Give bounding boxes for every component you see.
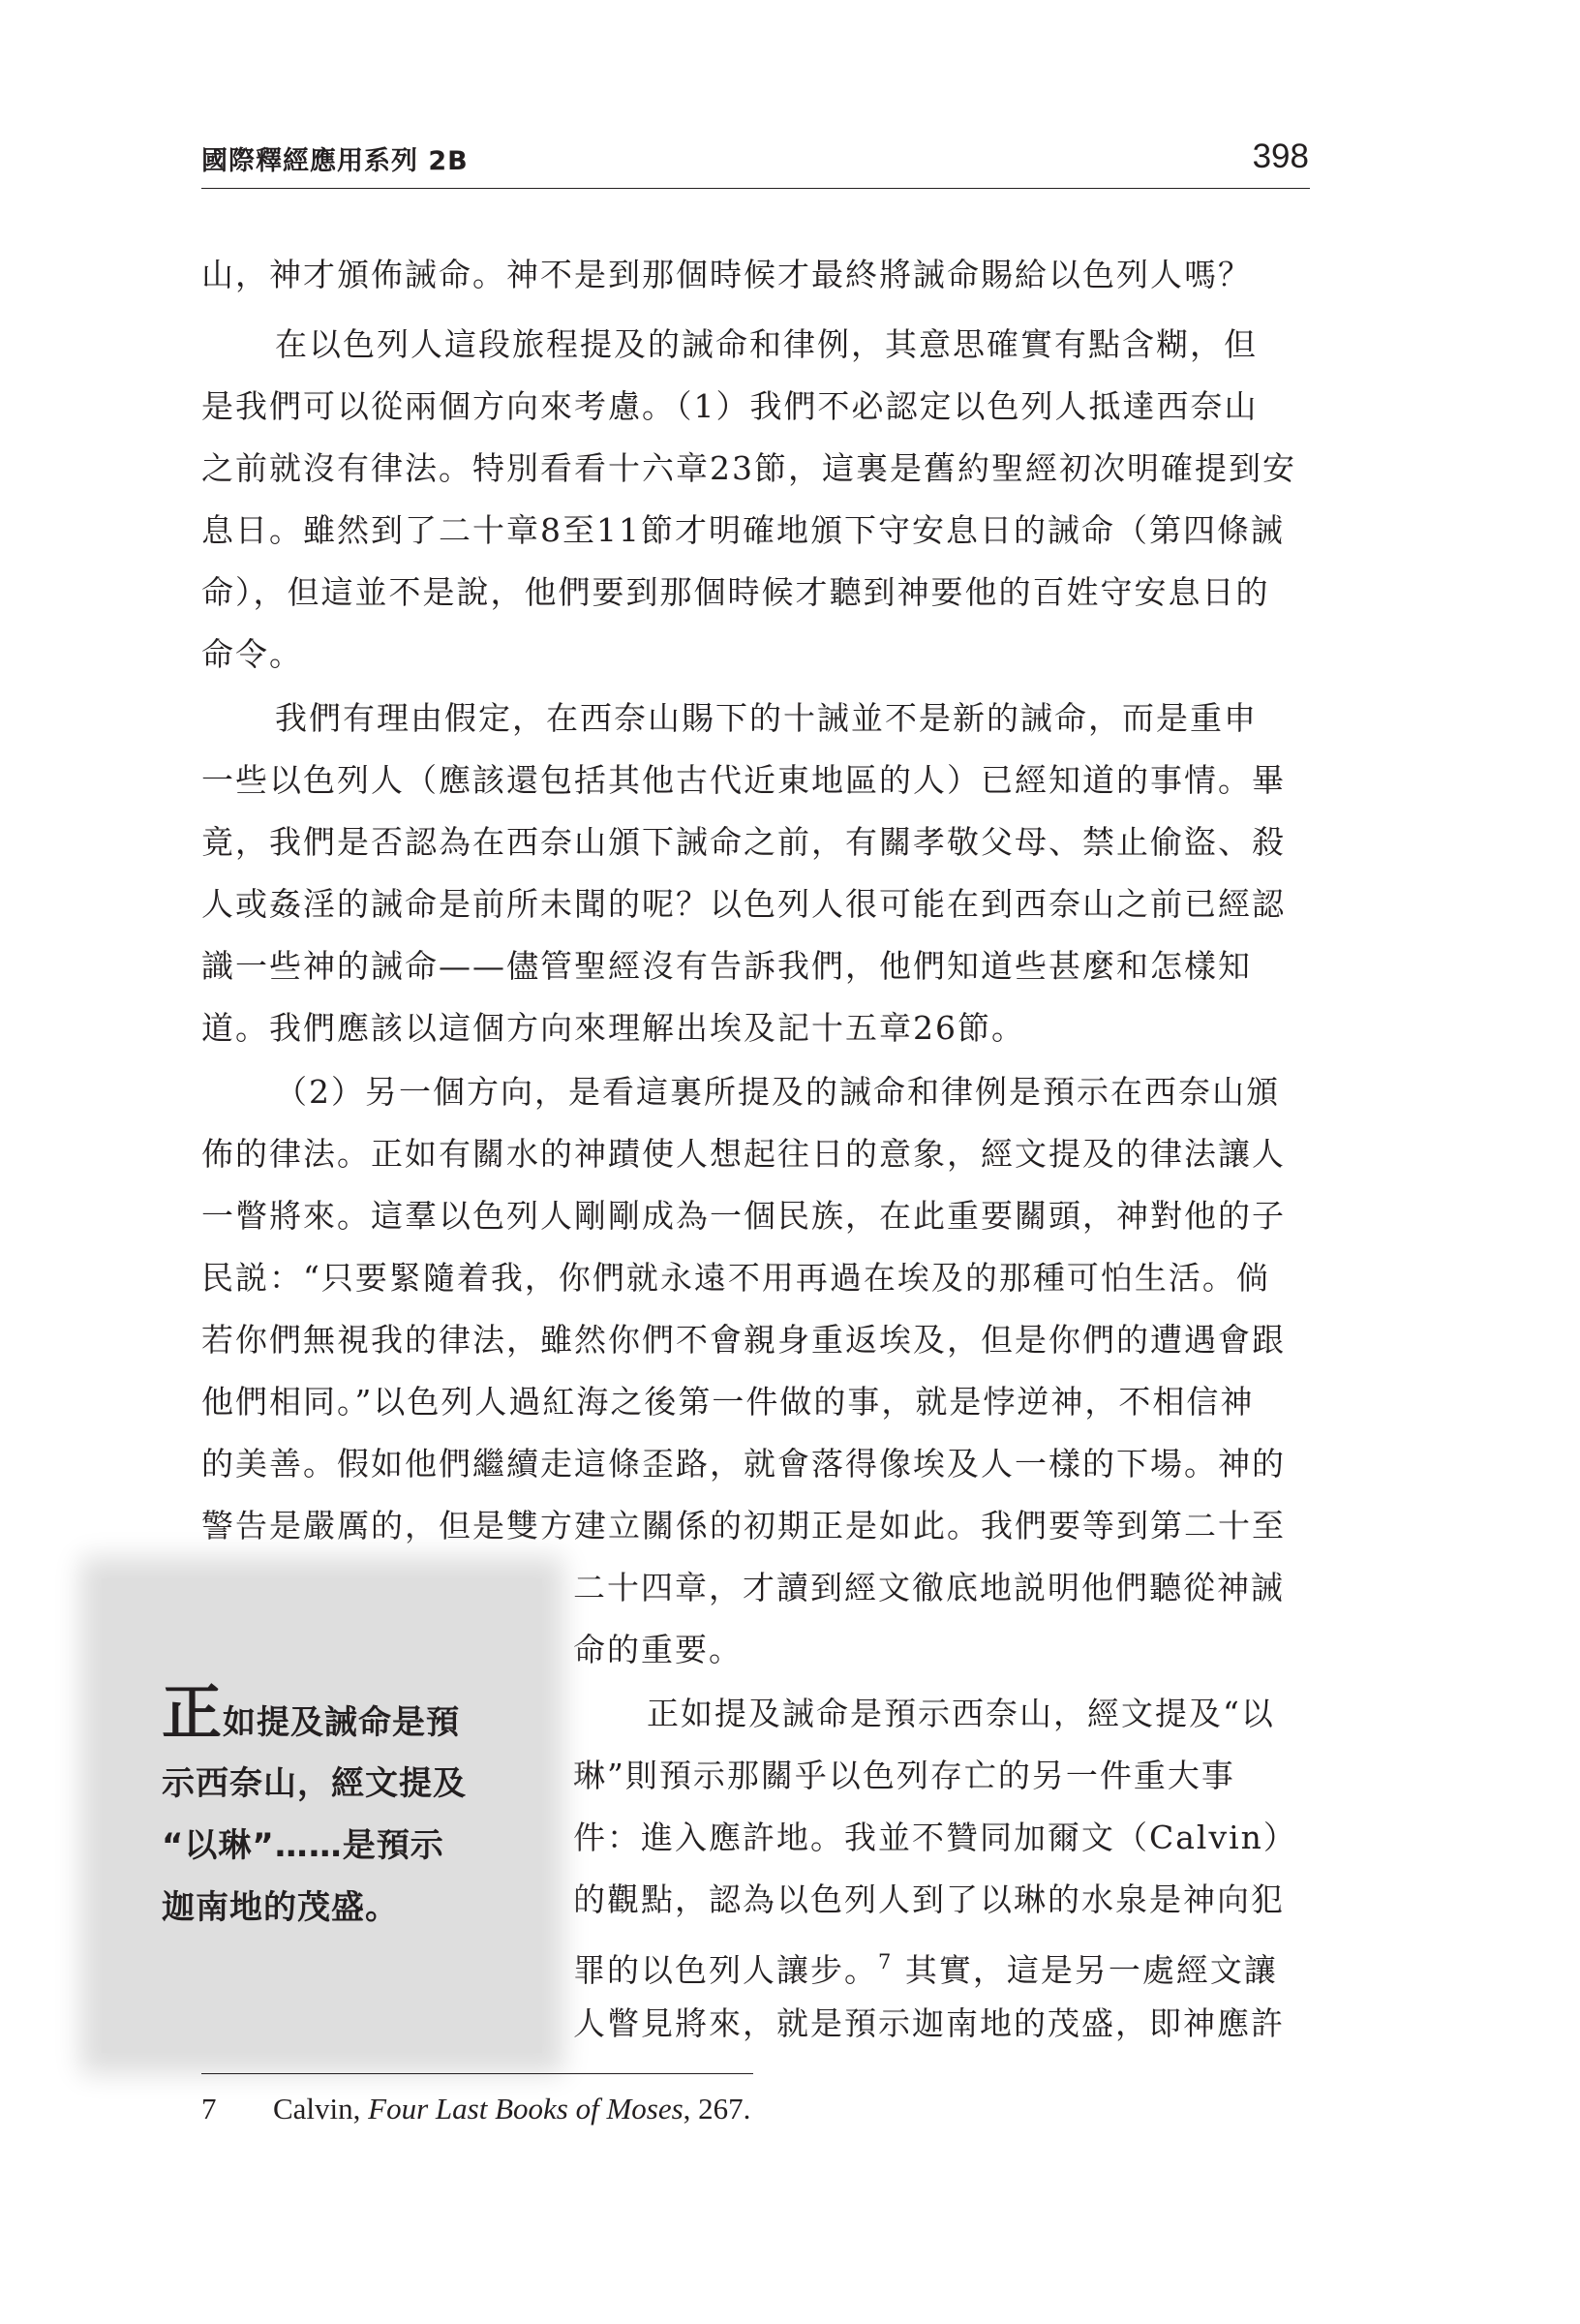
text-line: 在以色列人這段旅程提及的誡命和律例，其意思確實有點含糊，但 [275, 325, 1258, 363]
text-line: 命令。 [201, 635, 303, 673]
text-line: 道。我們應該以這個方向來理解出埃及記十五章26節。 [201, 1009, 1025, 1047]
series-title: 國際釋經應用系列 2B [201, 146, 469, 176]
pull-quote-dropcap: 正 [162, 1677, 224, 1748]
text-line: 件：進入應許地。我並不贊同加爾文（Calvin） [573, 1819, 1297, 1856]
text-line: 正如提及誡命是預示西奈山，經文提及“以 [647, 1695, 1275, 1732]
pull-quote-span: 如提及誡命是預 [223, 1703, 461, 1742]
text-line: 他們相同。”以色列人過紅海之後第一件做的事，就是悖逆神，不相信神 [201, 1383, 1255, 1421]
footnote-rule [201, 2073, 753, 2074]
text-span: 罪的以色列人讓步。 [573, 1951, 878, 1989]
text-line: 佈的律法。正如有關水的神蹟使人想起往日的意象，經文提及的律法讓人 [201, 1135, 1286, 1173]
text-line: 人或姦淫的誡命是前所未聞的呢？以色列人很可能在到西奈山之前已經認 [201, 885, 1286, 923]
text-line: 的美善。假如他們繼續走這條歪路，就會落得像埃及人一樣的下場。神的 [201, 1445, 1286, 1483]
text-line: 之前就沒有律法。特別看看十六章23節，這裏是舊約聖經初次明確提到安 [201, 449, 1296, 487]
header-rule [201, 188, 1310, 189]
text-line: 識一些神的誡命——儘管聖經沒有告訴我們，他們知道些甚麼和怎樣知 [201, 947, 1252, 985]
text-line: 的觀點，認為以色列人到了以琳的水泉是神向犯 [573, 1881, 1285, 1918]
pull-quote-line: 示西奈山，經文提及 [162, 1764, 467, 1803]
text-line: 我們有理由假定，在西奈山賜下的十誡並不是新的誡命，而是重申 [275, 699, 1258, 737]
text-line: 息日。雖然到了二十章8至11節才明確地頒下守安息日的誡命（第四條誡 [201, 511, 1285, 549]
pull-quote-box [102, 1578, 542, 2053]
footnote [201, 2092, 750, 2126]
text-line: 二十四章，才讀到經文徹底地説明他們聽從神誡 [573, 1569, 1285, 1606]
pull-quote-line: 迦南地的茂盛。 [162, 1888, 399, 1927]
text-line: 是我們可以從兩個方向來考慮。（1）我們不必認定以色列人抵達西奈山 [201, 387, 1259, 425]
pull-quote-line: “以琳”……是預示 [162, 1826, 444, 1865]
text-line: 人瞥見將來，就是預示迦南地的茂盛，即神應許 [573, 2004, 1285, 2042]
text-line: 命的重要。 [573, 1631, 743, 1668]
text-line: 一些以色列人（應該還包括其他古代近東地區的人）已經知道的事情。畢 [201, 761, 1286, 799]
text-line: 一瞥將來。這羣以色列人剛剛成為一個民族，在此重要關頭，神對他的子 [201, 1197, 1286, 1235]
footnote-author: Calvin, [273, 2092, 369, 2125]
text-line: 竟，我們是否認為在西奈山頒下誡命之前，有關孝敬父母、禁止偷盜、殺 [201, 823, 1286, 861]
text-line: 琳”則預示那關乎以色列存亡的另一件重大事 [573, 1757, 1235, 1794]
text-line: 若你們無視我的律法，雖然你們不會親身重返埃及，但是你們的遭遇會跟 [201, 1321, 1286, 1359]
text-line: 命），但這並不是說，他們要到那個時候才聽到神要他的百姓守安息日的 [201, 573, 1270, 611]
text-line: 民説：“只要緊隨着我，你們就永遠不用再過在埃及的那種可怕生活。倘 [201, 1259, 1270, 1297]
text-line: 山，神才頒佈誡命。神不是到那個時候才最終將誡命賜給以色列人嗎？ [201, 256, 1252, 293]
footnote-title: Four Last Books of Moses [368, 2092, 684, 2125]
text-span: 其實，這是另一處經文讓 [904, 1951, 1278, 1989]
footnote-number: 7 [201, 2092, 217, 2125]
pull-quote-line [162, 1677, 461, 1748]
text-line: （2）另一個方向，是看這裏所提及的誡命和律例是預示在西奈山頒 [275, 1073, 1280, 1111]
text-line [573, 1942, 1278, 1990]
text-line: 警告是嚴厲的，但是雙方建立關係的初期正是如此。我們要等到第二十至 [201, 1507, 1286, 1544]
footnote-marker[interactable]: 7 [878, 1950, 894, 1973]
footnote-pages: , 267. [683, 2092, 751, 2125]
page-number: 398 [1252, 138, 1309, 175]
